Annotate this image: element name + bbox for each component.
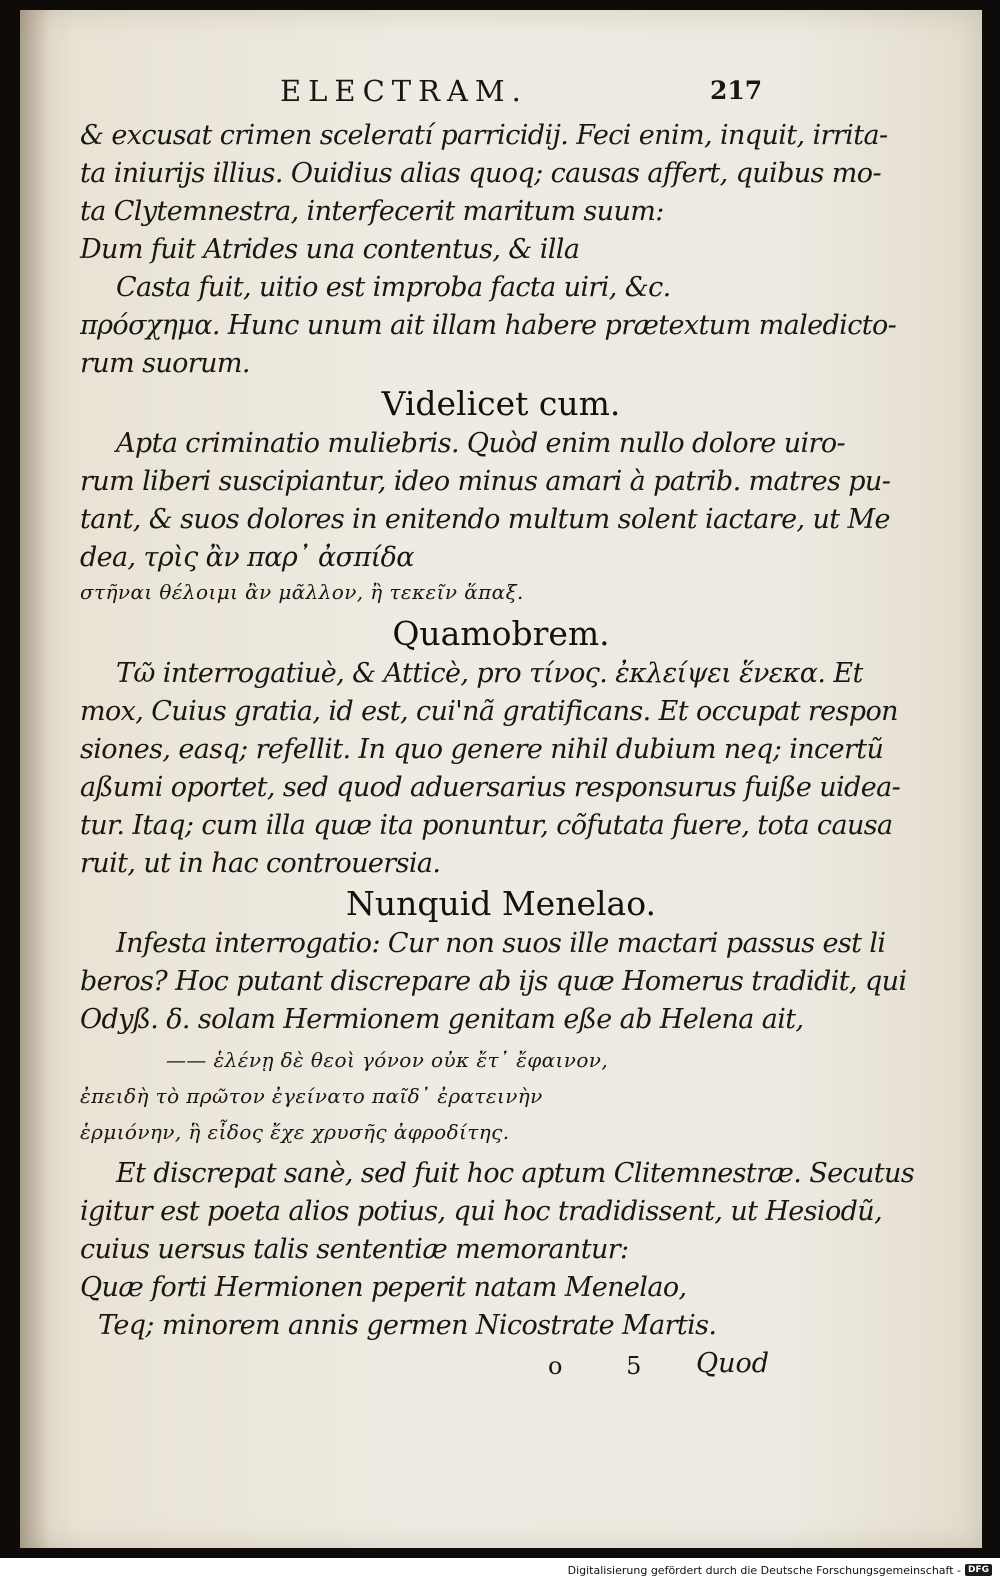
text-line: Apta criminatio muliebris. Quòd enim nullo dolore uiro- xyxy=(116,428,846,459)
text-line: Τῶ interrogatiuè, & Atticè, pro τίνος. ἐκλείψει ἕνεκα. Et xyxy=(116,658,863,689)
text-line: tant, & suos dolores in enitendo multum solent iactare, ut Me xyxy=(80,504,890,535)
text-line: tur. Itaq; cum illa quæ ita ponuntur, cõfutata fuere, tota causa xyxy=(80,810,893,841)
verse-line: Dum fuit Atrides una contentus, & illa xyxy=(80,234,580,265)
text-line: ruit, ut in hac controuersia. xyxy=(80,848,441,879)
text-line: rum suorum. xyxy=(80,348,250,379)
text-line: rum liberi suscipiantur, ideo minus amari à patrib. matres pu- xyxy=(80,466,891,497)
verse-line: Quæ forti Hermionen peperit natam Menelao, xyxy=(80,1272,687,1303)
text-line: aßumi oportet, sed quod aduersarius responsurus fuiße uidea- xyxy=(80,772,901,803)
section-heading: Videlicet cum. xyxy=(381,384,621,423)
verse-line: Casta fuit, uitio est improba facta uiri, &c. xyxy=(116,272,671,303)
greek-line: —— ἑλένῃ δὲ θεοὶ γόνον οὐκ ἔτ᾽ ἔφαινον, xyxy=(166,1048,609,1072)
funding-text: Digitalisierung gefördert durch die Deutsche Forschungsgemeinschaft - xyxy=(567,1563,961,1577)
verse-line: Teq; minorem annis germen Nicostrate Martis. xyxy=(98,1310,717,1341)
gutter-shadow xyxy=(20,10,50,1548)
page-number: 217 xyxy=(710,76,763,105)
greek-line: στῆναι θέλοιμι ἂν μᾶλλον, ἢ τεκεῖν ἅπαξ. xyxy=(80,580,524,604)
text-line: ta Clytemnestra, interfecerit maritum suum: xyxy=(80,196,664,227)
funding-footer xyxy=(568,1560,992,1580)
text-line: mox, Cuius gratia, id est, cui'nã gratificans. Et occupat respon xyxy=(80,696,898,727)
running-title: ELECTRAM. xyxy=(280,74,528,108)
text-line: Et discrepat sanè, sed fuit hoc aptum Clitemnestræ. Secutus xyxy=(116,1158,915,1189)
text-line: & excusat crimen sceleratí parricidij. Feci enim, inquit, irrita- xyxy=(80,120,888,151)
text-line: πρόσχημα. Hunc unum ait illam habere prætextum maledicto- xyxy=(80,310,897,341)
text-line: siones, easq; refellit. In quo genere nihil dubium neq; incertũ xyxy=(80,734,884,765)
signature-mark: o 5 xyxy=(548,1352,670,1380)
text-line: beros? Hoc putant discrepare ab ijs quæ Homerus tradidit, qui xyxy=(80,966,907,997)
catchword: Quod xyxy=(696,1348,770,1379)
text-line: ta iniurijs illius. Ouidius alias quoq; causas affert, quibus mo- xyxy=(80,158,881,189)
book-page xyxy=(20,10,982,1548)
greek-line: ἐπειδὴ τὸ πρῶτον ἐγείνατο παῖδ᾽ ἐρατεινὴν xyxy=(80,1084,543,1108)
section-heading: Quamobrem. xyxy=(392,614,610,653)
text-line: Infesta interrogatio: Cur non suos ille mactari passus est li xyxy=(116,928,886,959)
text-line: cuius uersus talis sententiæ memorantur: xyxy=(80,1234,629,1265)
text-line: Odyß. δ. solam Hermionem genitam eße ab Helena ait, xyxy=(80,1004,804,1035)
section-heading: Nunquid Menelao. xyxy=(345,884,657,923)
text-line: igitur est poeta alios potius, qui hoc tradidissent, ut Hesiodũ, xyxy=(80,1196,883,1227)
dfg-logo: DFG xyxy=(965,1564,992,1576)
greek-line: ἑρμιόνην, ἣ εἶδος ἔχε χρυσῆς ἀφροδίτης. xyxy=(80,1120,510,1144)
text-line: dea, τρὶς ἂν παρ᾽ ἀσπίδα xyxy=(80,542,414,573)
